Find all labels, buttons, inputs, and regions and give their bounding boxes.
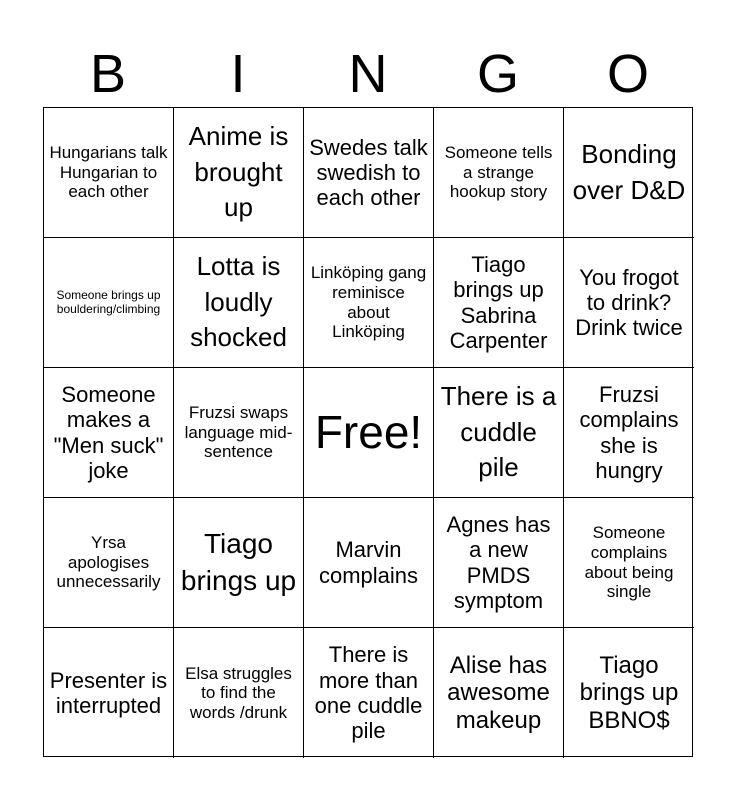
header-letter-o: O <box>606 44 649 104</box>
bingo-board <box>43 107 693 757</box>
bingo-cell-r4c3[interactable]: Marvin complains <box>304 498 434 628</box>
bingo-cell-r4c4[interactable]: Agnes has a new PMDS symptom <box>434 498 564 628</box>
bingo-cell-r3c4[interactable]: There is a cuddle pile <box>434 368 564 498</box>
bingo-cell-r5c2[interactable]: Elsa struggles to find the words /drunk <box>174 628 304 758</box>
bingo-cell-r2c2[interactable]: Lotta is loudly shocked <box>174 238 304 368</box>
bingo-cell-r4c2[interactable]: Tiago brings up <box>174 498 304 628</box>
bingo-cell-r2c3[interactable]: Linköping gang reminisce about Linköping <box>304 238 434 368</box>
bingo-cell-r1c4[interactable]: Someone tells a strange hookup story <box>434 108 564 238</box>
header-letter-g: G <box>476 44 519 104</box>
header-letter-n: N <box>348 44 388 104</box>
bingo-cell-r2c5[interactable]: You frogot to drink? Drink twice <box>564 238 694 368</box>
bingo-cell-r2c1[interactable]: Someone brings up bouldering/climbing <box>44 238 174 368</box>
bingo-cell-r1c3[interactable]: Swedes talk swedish to each other <box>304 108 434 238</box>
bingo-cell-r1c2[interactable]: Anime is brought up <box>174 108 304 238</box>
bingo-cell-r3c1[interactable]: Someone makes a "Men suck" joke <box>44 368 174 498</box>
bingo-cell-r5c5[interactable]: Tiago brings up BBNO$ <box>579 651 679 734</box>
bingo-cell-r4c5[interactable]: Someone complains about being single <box>564 498 694 628</box>
header-letter-b: B <box>89 44 127 104</box>
bingo-cell-r4c1[interactable]: Yrsa apologises unnecessarily <box>44 498 174 628</box>
header-letter-i: I <box>230 44 246 104</box>
bingo-cell-r5c4[interactable]: Alise has awesome makeup <box>434 628 564 758</box>
bingo-header <box>43 40 693 108</box>
bingo-cell-r5c3[interactable]: There is more than one cuddle pile <box>304 628 434 758</box>
bingo-cell-r3c2[interactable]: Fruzsi swaps language mid-sentence <box>174 368 304 498</box>
bingo-cell-free[interactable]: Free! <box>304 368 434 498</box>
bingo-cell-r1c5[interactable]: Bonding over D&D <box>564 108 694 238</box>
bingo-cell-r2c4[interactable]: Tiago brings up Sabrina Carpenter <box>434 238 564 368</box>
bingo-cell-r5c1[interactable]: Presenter is interrupted <box>44 628 174 758</box>
bingo-cell-r3c5[interactable]: Fruzsi complains she is hungry <box>564 368 694 498</box>
bingo-cell-r1c1[interactable]: Hungarians talk Hungarian to each other <box>44 108 174 238</box>
